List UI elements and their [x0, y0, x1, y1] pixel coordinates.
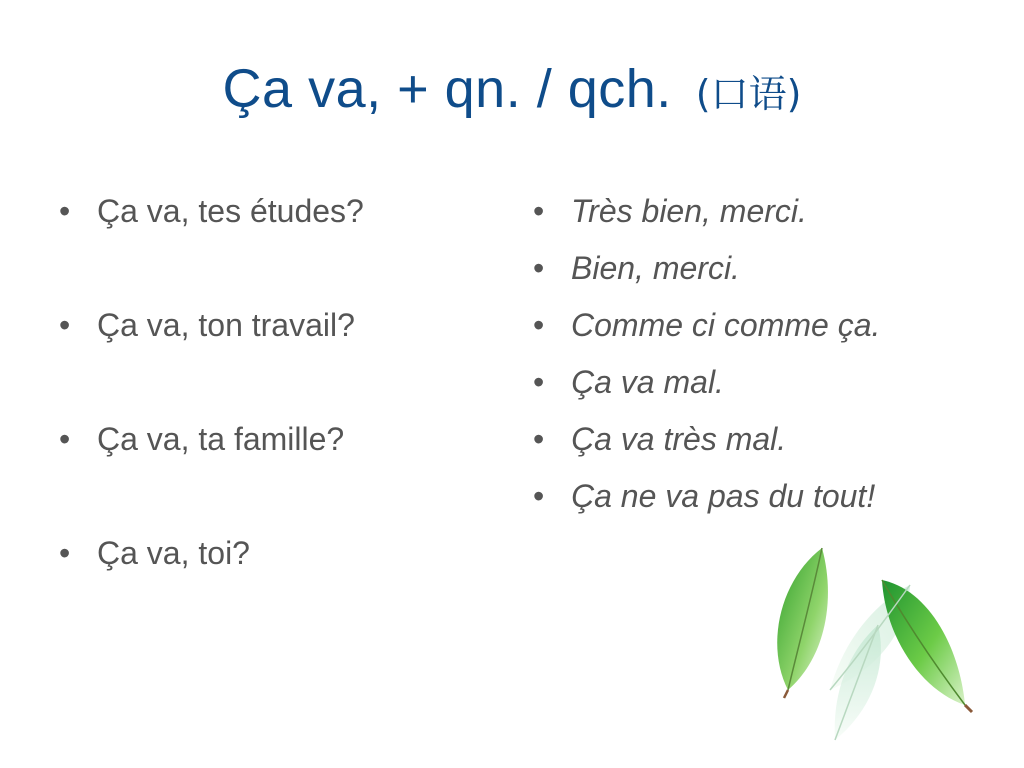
bullet-icon: • — [59, 535, 71, 571]
slide-title — [0, 58, 1024, 120]
answer-text: Ça va mal. — [571, 364, 724, 400]
question-text: Ça va, toi? — [97, 535, 250, 571]
list-item — [531, 303, 880, 360]
green-leaves-icon — [760, 540, 990, 760]
leaf-stem — [965, 705, 972, 712]
list-item — [57, 531, 364, 645]
question-text: Ça va, ton travail? — [97, 307, 355, 343]
bullet-icon: • — [59, 307, 71, 343]
bullet-icon: • — [59, 193, 71, 229]
answer-text: Ça va très mal. — [571, 421, 787, 457]
question-text: Ça va, ta famille? — [97, 421, 345, 457]
list-item — [531, 474, 880, 531]
bullet-icon: • — [533, 364, 545, 400]
bullet-icon: • — [533, 193, 545, 229]
answer-text: Bien, merci. — [571, 250, 740, 286]
list-item — [57, 189, 364, 303]
list-item — [531, 360, 880, 417]
title-main: Ça va, + qn. / qch. — [222, 59, 672, 119]
title-note: (口语) — [695, 72, 802, 116]
leaf-shape — [882, 580, 965, 705]
bullet-icon: • — [59, 421, 71, 457]
question-text: Ça va, tes études? — [97, 193, 364, 229]
bullet-icon: • — [533, 478, 545, 514]
answer-list — [531, 189, 880, 531]
list-item — [531, 189, 880, 246]
bullet-icon: • — [533, 250, 545, 286]
leaf-stem — [784, 690, 788, 698]
bullet-icon: • — [533, 307, 545, 343]
list-item — [57, 417, 364, 531]
bullet-icon: • — [533, 421, 545, 457]
answer-text: Très bien, merci. — [571, 193, 807, 229]
list-item — [531, 417, 880, 474]
list-item — [57, 303, 364, 417]
answer-text: Comme ci comme ça. — [571, 307, 881, 343]
leaf-shape — [777, 548, 828, 690]
list-item — [531, 246, 880, 303]
question-list — [57, 189, 364, 645]
answer-text: Ça ne va pas du tout! — [571, 478, 876, 514]
